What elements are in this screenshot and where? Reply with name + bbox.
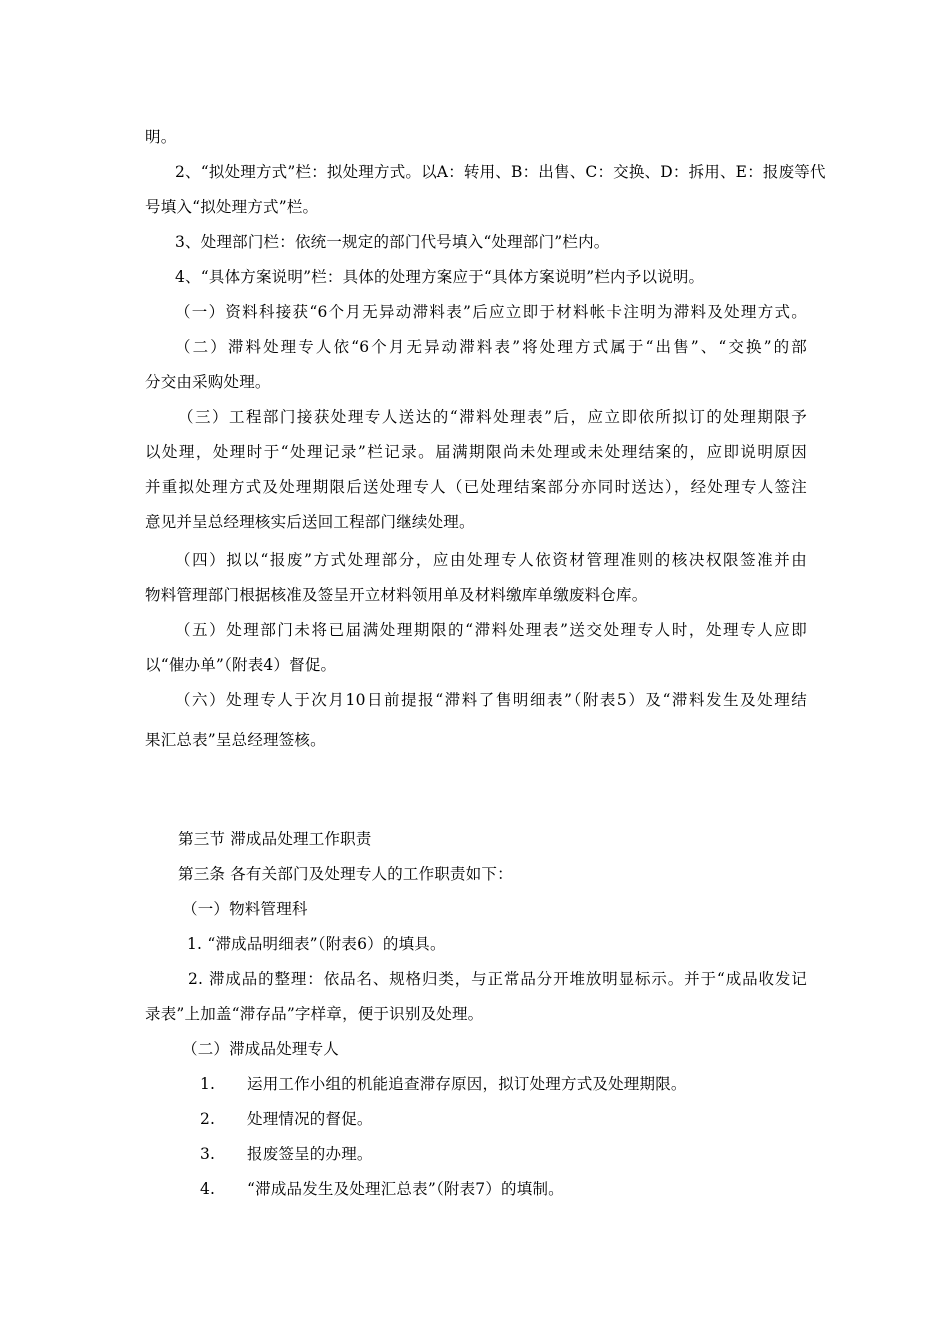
paragraph-line: 物料管理部门根据核准及签呈开立材料领用单及材料缴库单缴废料仓库。 <box>145 586 648 604</box>
list-item: 2. 滞成品的整理：依品名、规格归类，与正常品分开堆放明显标示。并于“成品收发记 <box>188 970 807 988</box>
section-heading: 第三节 滞成品处理工作职责 <box>178 830 372 848</box>
paragraph-line: 以处理，处理时于“处理记录”栏记录。届满期限尚未处理或未处理结案的，应即说明原因 <box>145 443 807 461</box>
subsection-heading: （二）滞成品处理专人 <box>182 1040 340 1058</box>
list-number: 2. <box>200 1110 216 1128</box>
paragraph-line: 2、“拟处理方式”栏：拟处理方式。以A：转用、B：出售、C：交换、D：拆用、E：报废等代 <box>175 163 826 181</box>
list-item: “滞成品发生及处理汇总表”（附表7）的填制。 <box>247 1180 564 1198</box>
paragraph-line: （三）工程部门接获处理专人送达的“滞料处理表”后，应立即依所拟订的处理期限予 <box>178 408 807 426</box>
paragraph-line: 4、“具体方案说明”栏：具体的处理方案应于“具体方案说明”栏内予以说明。 <box>175 268 705 286</box>
paragraph-line: （五）处理部门未将已届满处理期限的“滞料处理表”送交处理专人时，处理专人应即 <box>175 621 807 639</box>
paragraph-line: （二）滞料处理专人依“6个月无异动滞料表”将处理方式属于“出售”、“交换”的部 <box>175 338 807 356</box>
paragraph-line: 并重拟处理方式及处理期限后送处理专人（已处理结案部分亦同时送达），经处理专人签注 <box>145 478 807 496</box>
paragraph-line: 以“催办单”（附表4）督促。 <box>145 656 337 674</box>
paragraph-line: 号填入“拟处理方式”栏。 <box>145 198 319 216</box>
paragraph-line: （一）资料科接获“6个月无异动滞料表”后应立即于材料帐卡注明为滞料及处理方式。 <box>175 303 807 321</box>
paragraph-line: 3、处理部门栏：依统一规定的部门代号填入“处理部门”栏内。 <box>175 233 610 251</box>
list-number: 1. <box>200 1075 216 1093</box>
paragraph-line: 录表”上加盖“滞存品”字样章，便于识别及处理。 <box>145 1005 484 1023</box>
article-heading: 第三条 各有关部门及处理专人的工作职责如下： <box>178 865 513 883</box>
paragraph-line: （四）拟以“报废”方式处理部分，应由处理专人依资材管理准则的核决权限签准并由 <box>175 551 807 569</box>
paragraph-line: 意见并呈总经理核实后送回工程部门继续处理。 <box>145 513 475 531</box>
list-item: 运用工作小组的机能追查滞存原因，拟订处理方式及处理期限。 <box>247 1075 687 1093</box>
paragraph-line: 分交由采购处理。 <box>145 373 271 391</box>
paragraph-line: 果汇总表”呈总经理签核。 <box>145 731 326 749</box>
list-number: 3. <box>200 1145 216 1163</box>
list-number: 4. <box>200 1180 216 1198</box>
paragraph-line: （六）处理专人于次月10日前提报“滞料了售明细表”（附表5）及“滞料发生及处理结 <box>175 691 807 709</box>
list-item: 报废签呈的办理。 <box>247 1145 373 1163</box>
paragraph-line: 明。 <box>145 128 177 146</box>
subsection-heading: （一）物料管理科 <box>182 900 308 918</box>
list-item: 处理情况的督促。 <box>247 1110 373 1128</box>
list-item: 1. “滞成品明细表”（附表6）的填具。 <box>187 935 446 953</box>
